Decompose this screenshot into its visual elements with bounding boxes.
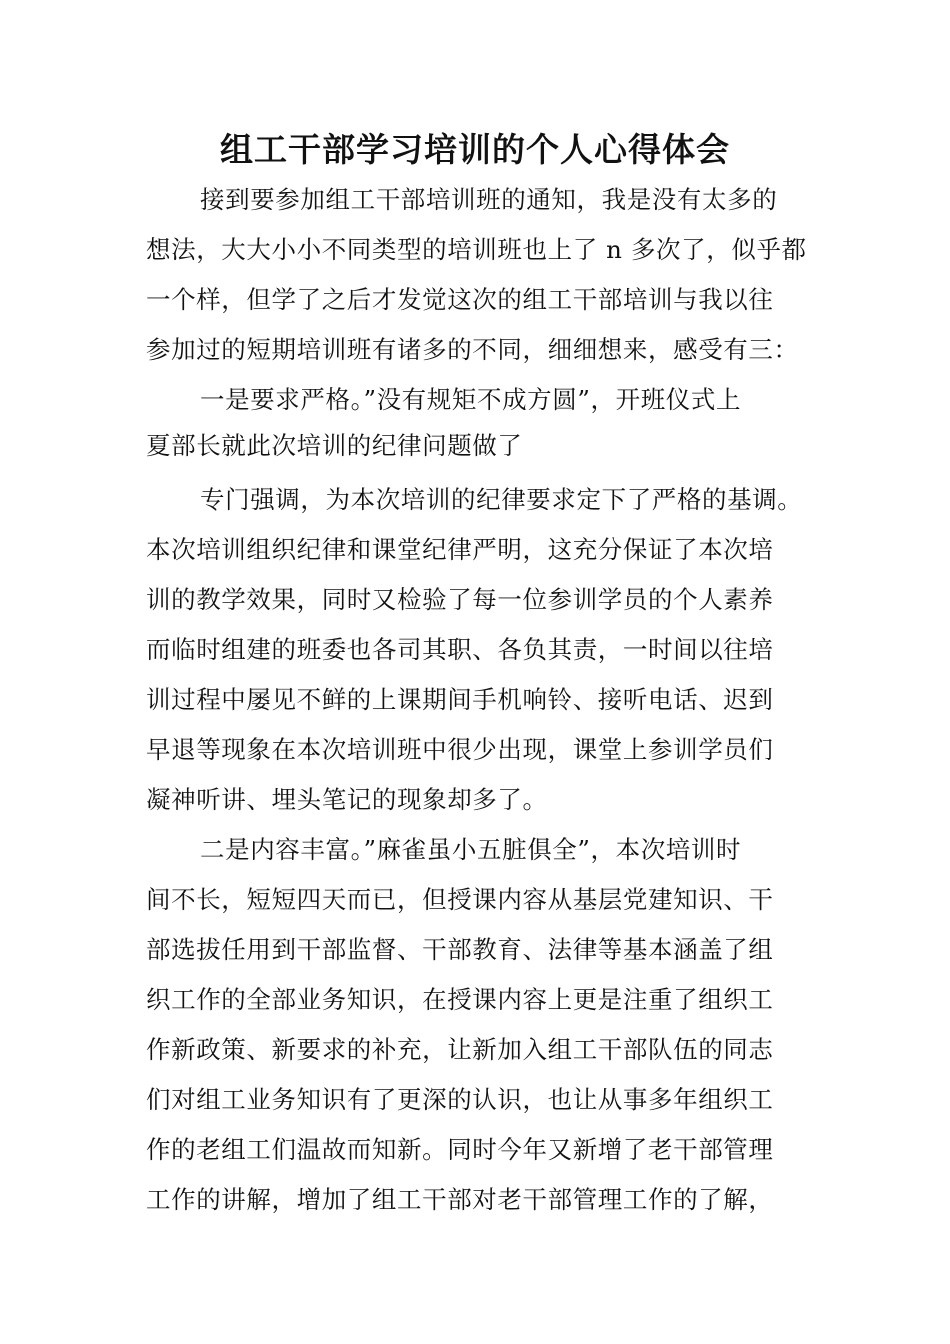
paragraph-4-line-8: 工作的讲解，增加了组工干部对老干部管理工作的了解， bbox=[146, 1185, 774, 1214]
paragraph-3-line-1: 专门强调，为本次培训的纪律要求定下了严格的基调。 bbox=[200, 485, 803, 514]
paragraph-2-line-2: 夏部长就此次培训的纪律问题做了 bbox=[146, 431, 523, 460]
paragraph-4-line-5: 作新政策、新要求的补充，让新加入组工干部队伍的同志 bbox=[146, 1035, 774, 1064]
paragraph-1-line-4: 参加过的短期培训班有诸多的不同，细细想来，感受有三： bbox=[146, 335, 799, 364]
paragraph-1-line-1: 接到要参加组工干部培训班的通知，我是没有太多的 bbox=[200, 185, 778, 214]
paragraph-3-line-3: 训的教学效果，同时又检验了每一位参训学员的个人素养 bbox=[146, 585, 774, 614]
paragraph-4-line-4: 织工作的全部业务知识，在授课内容上更是注重了组织工 bbox=[146, 985, 774, 1014]
page-title: 组工干部学习培训的个人心得体会 bbox=[220, 130, 730, 169]
paragraph-1-line-3: 一个样，但学了之后才发觉这次的组工干部培训与我以往 bbox=[146, 285, 774, 314]
paragraph-4-line-1: 二是内容丰富。”麻雀虽小五脏俱全”，本次培训时 bbox=[200, 835, 742, 864]
paragraph-4-line-3: 部选拔任用到干部监督、干部教育、法律等基本涵盖了组 bbox=[146, 935, 774, 964]
paragraph-1-line-2: 想法，大大小小不同类型的培训班也上了 n 多次了，似乎都 bbox=[146, 235, 807, 264]
paragraph-4-line-6: 们对组工业务知识有了更深的认识，也让从事多年组织工 bbox=[146, 1085, 774, 1114]
paragraph-3-line-4: 而临时组建的班委也各司其职、各负其责，一时间以往培 bbox=[146, 635, 774, 664]
paragraph-3-line-2: 本次培训组织纪律和课堂纪律严明，这充分保证了本次培 bbox=[146, 535, 774, 564]
paragraph-3-line-7: 凝神听讲、埋头笔记的现象却多了。 bbox=[146, 785, 548, 814]
paragraph-4-line-7: 作的老组工们温故而知新。同时今年又新增了老干部管理 bbox=[146, 1135, 774, 1164]
paragraph-3-line-6: 早退等现象在本次培训班中很少出现，课堂上参训学员们 bbox=[146, 735, 774, 764]
paragraph-2-line-1: 一是要求严格。”没有规矩不成方圆”，开班仪式上 bbox=[200, 385, 742, 414]
paragraph-4-line-2: 间不长，短短四天而已，但授课内容从基层党建知识、干 bbox=[146, 885, 774, 914]
paragraph-3-line-5: 训过程中屡见不鲜的上课期间手机响铃、接听电话、迟到 bbox=[146, 685, 774, 714]
